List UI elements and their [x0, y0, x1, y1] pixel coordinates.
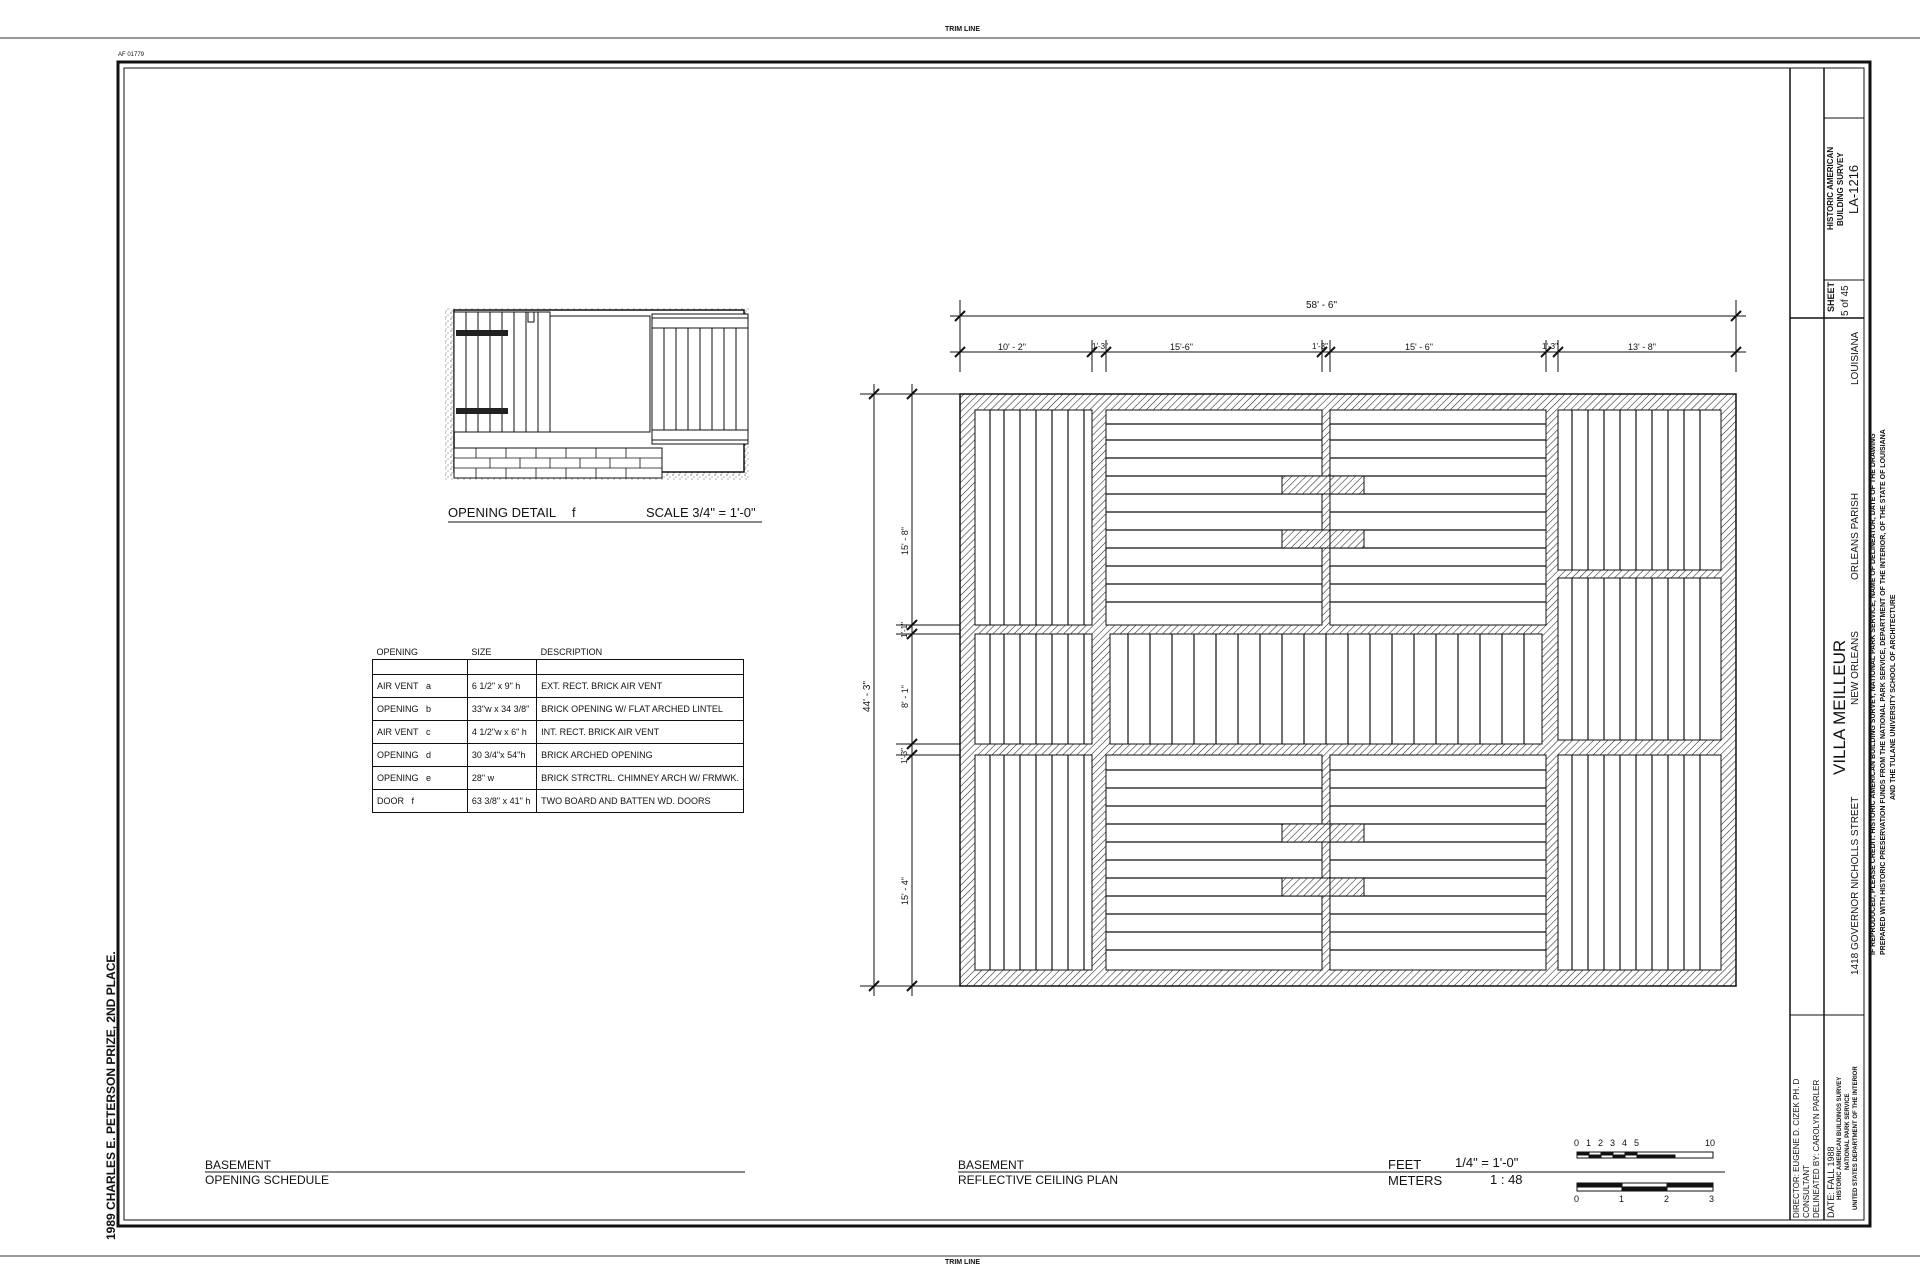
prize-label: 1989 CHARLES E. PETERSON PRIZE, 2ND PLACE.	[104, 951, 118, 1240]
right-title-heading: BASEMENT	[958, 1158, 1025, 1172]
dim-height: 44' - 3"	[862, 680, 873, 712]
dim-vert-3: 8' - 1"	[900, 685, 910, 708]
consultant-label: CONSULTANT	[1802, 1164, 1811, 1218]
opening-detail-label: OPENING DETAIL	[448, 505, 557, 520]
table-row	[373, 721, 744, 744]
scale-tick: 0	[1574, 1194, 1580, 1204]
cell-opening: OPENING	[377, 750, 419, 760]
drawing-date: DATE: FALL 1988	[1826, 1146, 1836, 1218]
cell-opening: DOOR	[377, 796, 404, 806]
cell-key: e	[426, 773, 432, 783]
credit-line-1: IF REPRODUCED, PLEASE CREDIT: HISTORIC AMERICAN BUILDING SURVEY, NATIONAL PARK SERVICE, NAME OF DELINEATOR, DATE OF THE DRAWING	[1870, 433, 1877, 955]
cell-description: BRICK STRCTRL. CHIMNEY ARCH W/ FRMWK.	[537, 767, 744, 790]
cell-size: 30 3/4"x 54"h	[467, 744, 536, 767]
meters-label: METERS	[1388, 1173, 1443, 1188]
opening-detail-scale: SCALE 3/4" = 1'-0"	[646, 505, 756, 520]
dim-seg-4: 1'-3"	[1312, 342, 1328, 351]
parish-name: ORLEANS PARISH	[1850, 492, 1861, 580]
agency-line-2: NATIONAL PARK SERVICE	[1845, 1093, 1851, 1170]
credit-line-3: AND THE TULANE UNIVERSITY SCHOOL OF ARCHITECTURE	[1890, 594, 1897, 800]
scale-tick: 1	[1586, 1138, 1592, 1148]
col-description: DESCRIPTION	[540, 647, 603, 657]
state-name: LOUISIANA	[1850, 331, 1861, 385]
dim-seg-1: 10' - 2"	[998, 342, 1026, 352]
scale-tick: 10	[1705, 1138, 1716, 1148]
table-row	[373, 744, 744, 767]
scale-tick: 1	[1619, 1194, 1625, 1204]
meters-scale: 1 : 48	[1490, 1172, 1523, 1187]
cell-opening: AIR VENT	[377, 727, 419, 737]
trim-line-bottom: TRIM LINE	[945, 1259, 980, 1266]
scale-tick: 2	[1598, 1138, 1604, 1148]
sheet-number: 5 of 45	[1840, 285, 1851, 316]
dim-vert-4: 1'-3"	[900, 748, 909, 764]
cell-opening: OPENING	[377, 704, 419, 714]
scale-tick: 3	[1709, 1194, 1715, 1204]
col-opening: OPENING	[376, 647, 419, 657]
right-title-sub: REFLECTIVE CEILING PLAN	[958, 1173, 1119, 1187]
dim-vert-1: 15' - 8"	[900, 527, 910, 555]
cell-size: 33"w x 34 3/8"	[467, 698, 536, 721]
left-title-sub: OPENING SCHEDULE	[205, 1173, 330, 1187]
agency-line-3: UNITED STATES DEPARTMENT OF THE INTERIOR	[1853, 1066, 1859, 1210]
dim-seg-2: 1'-3"	[1092, 342, 1108, 351]
cell-opening: AIR VENT	[377, 681, 419, 691]
dim-vert-5: 15' - 4"	[900, 877, 910, 905]
cell-description: EXT. RECT. BRICK AIR VENT	[537, 675, 744, 698]
cell-key: f	[411, 796, 415, 806]
habs-line-2: BUILDING SURVEY	[1836, 152, 1845, 226]
cell-key: a	[426, 681, 432, 691]
sheet-label: SHEET	[1826, 281, 1836, 312]
cell-description: BRICK OPENING W/ FLAT ARCHED LINTEL	[537, 698, 744, 721]
cell-key: b	[426, 704, 432, 714]
cell-size: 63 3/8" x 41" h	[467, 790, 536, 813]
agency-line-1: HISTORIC AMERICAN BUILDINGS SURVEY	[1837, 1076, 1843, 1200]
table-row	[373, 767, 744, 790]
dim-seg-6: 1'-3"	[1542, 342, 1558, 351]
dim-vert-2: 1'-1"	[900, 622, 909, 638]
left-title-heading: BASEMENT	[205, 1158, 272, 1172]
cell-key: d	[426, 750, 432, 760]
cell-description: TWO BOARD AND BATTEN WD. DOORS	[537, 790, 744, 813]
trim-line-top: TRIM LINE	[945, 26, 980, 33]
director-name: DIRECTOR: EUGENE D. CIZEK PH. D	[1792, 1078, 1801, 1218]
credit-line-2: PREPARED WITH HISTORIC PRESERVATION FUNDS FROM THE NATIONAL PARK SERVICE, DEPARTMENT OF THE INTERIOR, OF THE STATE OF LOUISIANA	[1880, 429, 1887, 955]
dim-overall: 58' - 6"	[1306, 300, 1338, 311]
cell-description: BRICK ARCHED OPENING	[537, 744, 744, 767]
ceiling-plan-drawing	[860, 300, 1746, 996]
scale-tick: 0	[1574, 1138, 1580, 1148]
cell-key: c	[426, 727, 431, 737]
dim-seg-5: 15' - 6"	[1405, 342, 1433, 352]
scale-tick: 4	[1622, 1138, 1628, 1148]
table-row	[373, 675, 744, 698]
feet-scale: 1/4" = 1'-0"	[1455, 1155, 1519, 1170]
opening-detail-letter: f	[572, 505, 576, 520]
corner-code: AF 01779	[118, 52, 145, 58]
cell-size: 28" w	[467, 767, 536, 790]
scale-tick: 3	[1610, 1138, 1616, 1148]
habs-code: LA-1216	[1846, 164, 1861, 214]
city-name: NEW ORLEANS	[1850, 631, 1861, 705]
street-address: 1418 GOVERNOR NICHOLLS STREET	[1850, 796, 1861, 975]
cell-size: 4 1/2"w x 6" h	[467, 721, 536, 744]
feet-label: FEET	[1388, 1157, 1422, 1172]
cell-description: INT. RECT. BRICK AIR VENT	[537, 721, 744, 744]
delineator-name: DELINEATED BY: CAROLYN PARLER	[1812, 1079, 1821, 1218]
opening-detail-drawing	[445, 308, 762, 522]
table-row	[373, 660, 744, 675]
col-size: SIZE	[471, 647, 492, 657]
cell-opening: OPENING	[377, 773, 419, 783]
scale-tick: 5	[1634, 1138, 1640, 1148]
building-name: VILLA MEILLEUR	[1830, 639, 1849, 775]
dim-seg-3: 15'-6"	[1170, 342, 1193, 352]
table-row	[373, 790, 744, 813]
dim-seg-7: 13' - 8"	[1628, 342, 1656, 352]
scale-tick: 2	[1664, 1194, 1670, 1204]
opening-schedule-table	[372, 645, 744, 813]
cell-size: 6 1/2" x 9" h	[467, 675, 536, 698]
habs-line-1: HISTORIC AMERICAN	[1826, 146, 1835, 230]
table-row	[373, 698, 744, 721]
